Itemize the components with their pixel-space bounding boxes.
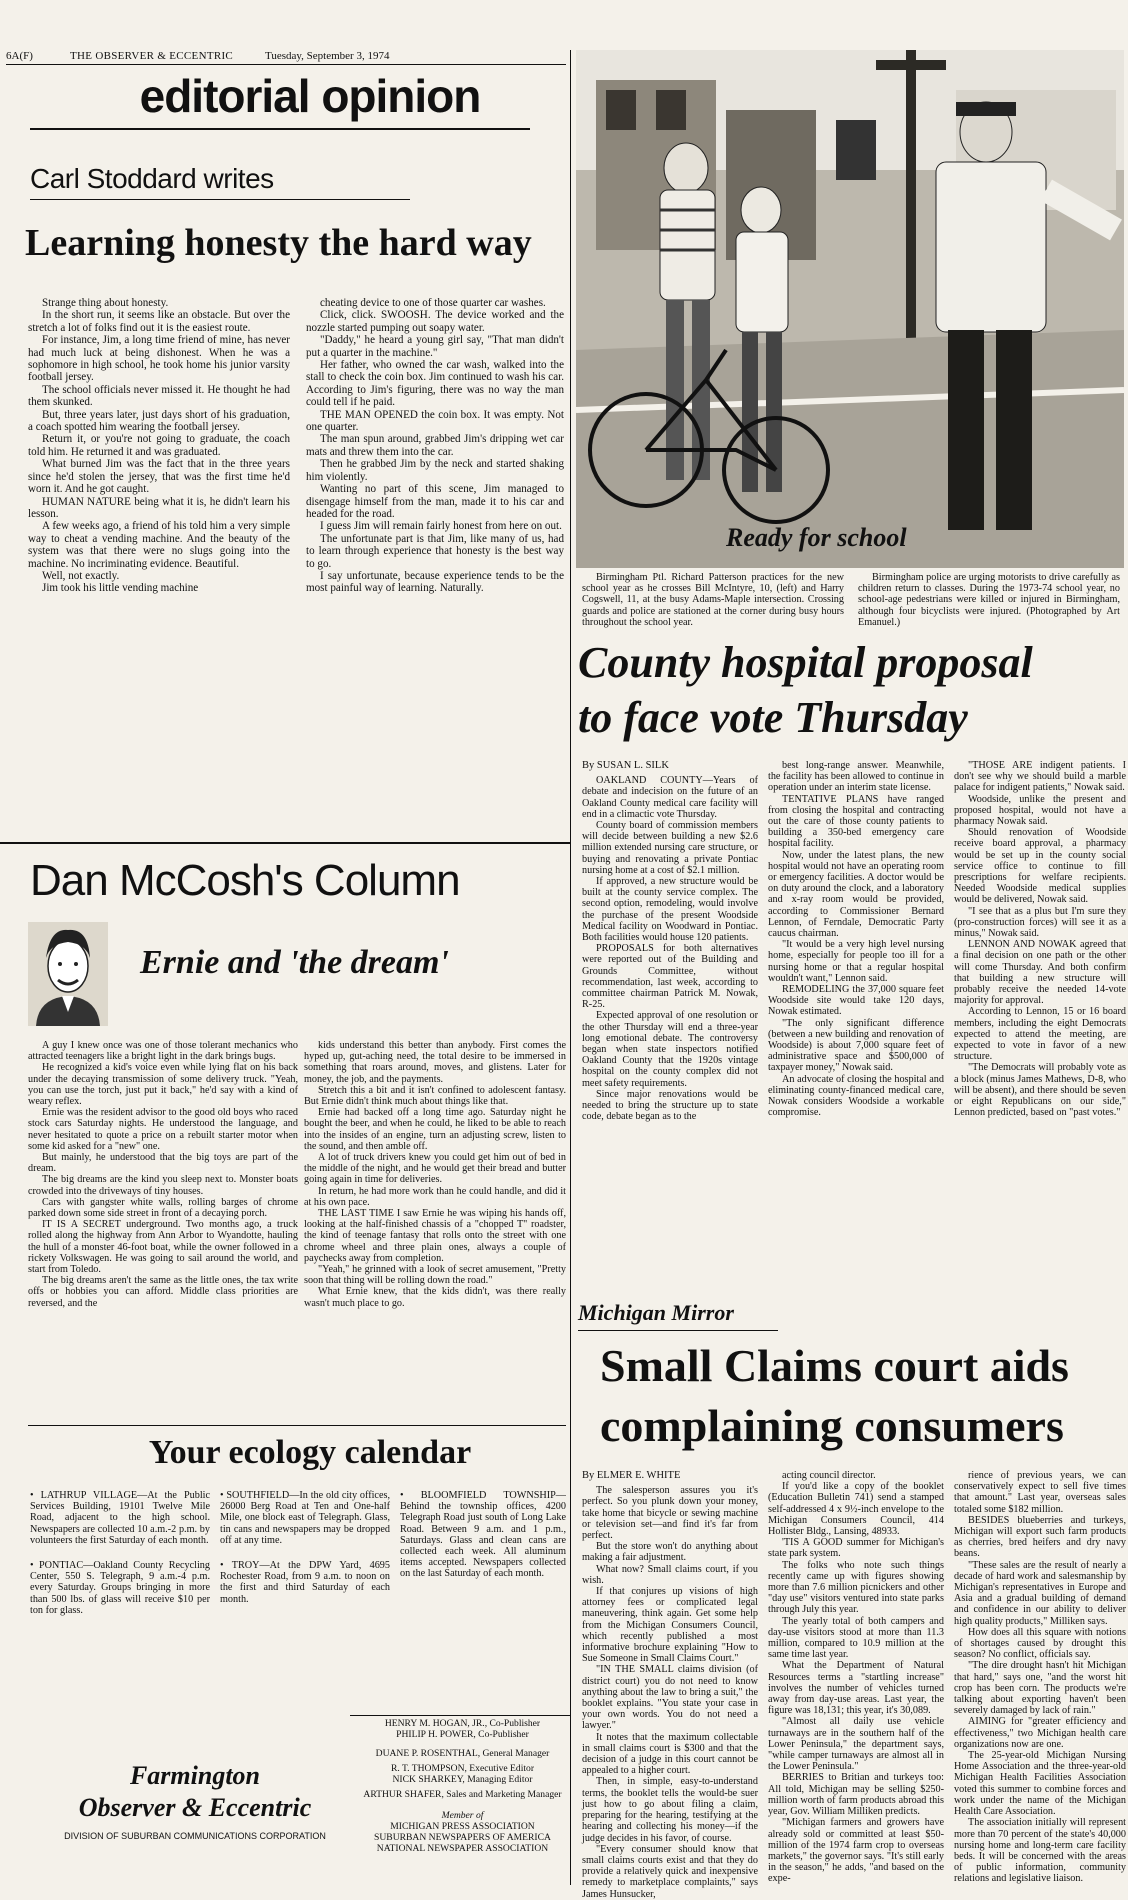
paragraph: "Every consumer should know that small claims courts exist and that they do provide a relatively quick and inexpensive remedy to marketplace complaints," says James Hunsucker, bbox=[582, 1843, 758, 1900]
paragraph: According to Lennon, 15 or 16 board members, including the eight Democrats expected to attend the meeting, are expected to vote in favor of a new structure. bbox=[954, 1006, 1126, 1063]
paragraph: "IN THE SMALL claims division (of district court) you do not need to know anything about the law to bring a suit," the booklet explains. "You state your case in your own words. You do not need a lawyer." bbox=[582, 1664, 758, 1732]
mirror-headline-2: complaining consumers bbox=[600, 1400, 1064, 1451]
stoddard-column-2 bbox=[306, 297, 564, 829]
paragraph: LENNON AND NOWAK agreed that a final decision on one path or the other will come Thursday. And both confirm that building a new structure will probably receive the needed 14-vote majority for approval. bbox=[954, 939, 1126, 1007]
issue-date: Tuesday, September 3, 1974 bbox=[265, 50, 390, 62]
paragraph: THE LAST TIME I saw Ernie he was wiping his hands off, looking at the half-finished chassis of a "chopped T" roadster, the kind of teenage fantasy that rolls onto the street with one chrome wheel and three plain ones, always a couple of paychecks away from completion. bbox=[304, 1208, 566, 1264]
section-rule bbox=[30, 128, 530, 130]
footer-rule bbox=[350, 1715, 570, 1716]
paragraph: The yearly total of both campers and day-use visitors stood at more than 11.3 million, compared to 10.9 million at the same time last year. bbox=[768, 1615, 944, 1661]
county-column-1 bbox=[582, 760, 758, 1290]
paragraph: "The dire drought hasn't hit Michigan that hard," says one, "and the worst hit crop has been corn. The products we're talking about exporting haven't been severely damaged by lack of rain." bbox=[954, 1660, 1126, 1717]
footer-logo bbox=[30, 1760, 360, 1850]
paragraph: Well, not exactly. bbox=[42, 569, 120, 582]
paragraph: Then he grabbed Jim by the neck and started shaking him violently. bbox=[306, 458, 564, 483]
mccosh-column-1 bbox=[28, 1040, 298, 1418]
caption-left-text: Birmingham Ptl. Richard Patterson practices for the new school year as he crosses Bill McIntyre, 10, (left) and Harry Cogswell, 11, at the busy Adams-Maple intersection. Crossing guards and police are stationed at the corner during busy hours throughout the school year. bbox=[582, 572, 844, 628]
school-crossing-photo bbox=[576, 50, 1124, 568]
paragraph: The salesperson assures you it's perfect. So you plunk down your money, take home that bicycle or sewing machine or television set—and find it's far from perfect. bbox=[582, 1485, 758, 1542]
footer-staff bbox=[355, 1718, 570, 1878]
paragraph: IT IS A SECRET underground. Two months ago, a truck rolled along the highway from Ann Arbor to Wyandotte, hauling the hull of a monster 46-foot boat, while the owner followed in a rickety Volkswagen. He was going to sail around the world, and start from Toledo. bbox=[28, 1219, 298, 1276]
member-3: NATIONAL NEWSPAPER ASSOCIATION bbox=[376, 1843, 549, 1854]
mirror-headline-1: Small Claims court aids bbox=[600, 1340, 1069, 1391]
paragraph: Return it, or you're not going to graduate, the coach told him. He returned it and was graduated. bbox=[28, 433, 290, 458]
paragraph: "It would be a very high level nursing home, especially for people too ill for a nursing home or that a regular hospital wouldn't want," Lennon said. bbox=[768, 939, 944, 984]
staff-3: DUANE P. ROSENTHAL, General Manager bbox=[375, 1748, 550, 1759]
staff-6: ARTHUR SHAFER, Sales and Marketing Manager bbox=[363, 1789, 562, 1800]
paragraph: In return, he had more work than he could handle, and did it at his own pace. bbox=[304, 1185, 566, 1208]
paragraph: acting council director. bbox=[782, 1470, 876, 1481]
mirror-column-1 bbox=[582, 1470, 758, 1900]
ecology-headline: Your ecology calendar bbox=[148, 1434, 472, 1471]
county-headline-2: to face vote Thursday bbox=[578, 693, 968, 742]
paragraph: • SOUTHFIELD—In the old city offices, 26000 Berg Road at Ten and One-half Mile, one block east of Telegraph. Glass, tin cans and newspapers may be dropped off at any time. bbox=[220, 1490, 390, 1546]
mirror-column-2 bbox=[768, 1470, 944, 1885]
author-portrait bbox=[28, 922, 108, 1026]
byline: By SUSAN L. SILK bbox=[582, 760, 669, 771]
stoddard-kicker: Carl Stoddard writes bbox=[30, 163, 274, 194]
paragraph: "The only significant difference (between a new building and renovation of Woodside) is about 7,000 square feet of administrative space and $500,000 of taxpayer money," Nowak said. bbox=[768, 1017, 944, 1074]
paragraph: BESIDES blueberries and turkeys, Michigan will export such farm products as cherries, bred heifers and dry navy beans. bbox=[954, 1514, 1126, 1560]
paragraph: "Yeah," he grinned with a look of secret amusement, "Pretty soon that thing will be rolling down the road." bbox=[304, 1264, 566, 1287]
paragraph: The folks who note such things recently came up with figures showing more than 7.6 million picnickers and other "day use" visitors ventured into state parks through July this year. bbox=[768, 1559, 944, 1616]
mccosh-bottom-rule bbox=[28, 1425, 566, 1426]
paragraph: 'TIS A GOOD summer for Michigan's state park system. bbox=[768, 1537, 944, 1560]
paragraph: HUMAN NATURE being what it is, he didn't learn his lesson. bbox=[28, 495, 290, 520]
caption-right-text: Birmingham police are urging motorists to drive carefully as children return to classes. During the 1973-74 school year, no school-age pedestrians were killed or injured in Birmingham, although four bicyclists were injured. (Photographed by Art Emanuel.) bbox=[858, 572, 1120, 628]
paragraph: "Daddy," he heard a young girl say, "That man didn't put a quarter in the machine." bbox=[306, 334, 564, 359]
photo-title: Ready for school bbox=[726, 523, 907, 552]
staff-5: NICK SHARKEY, Managing Editor bbox=[392, 1774, 533, 1785]
paragraph: The man spun around, grabbed Jim's dripping wet car mats and threw them into the car. bbox=[306, 433, 564, 458]
paragraph: The big dreams are the kind you sleep next to. Monster boats crowded into the driveways of tiny houses. bbox=[28, 1174, 298, 1197]
ecology-column-3 bbox=[400, 1490, 566, 1700]
paragraph: Wanting no part of this scene, Jim managed to disengage himself from the man, made it to his car and headed for the road. bbox=[306, 483, 564, 520]
crossing-scene-icon bbox=[576, 50, 1124, 568]
paragraph: If you'd like a copy of the booklet (Education Bulletin 741) send a stamped self-addressed 4 x 9½-inch envelope to the Michigan Consumers Council, 414 Hollister Bldg., Lansing, 48933. bbox=[768, 1481, 944, 1538]
paragraph: What Ernie knew, that the kids didn't, was there really wasn't much place to go. bbox=[304, 1286, 566, 1309]
stoddard-column-1 bbox=[28, 297, 290, 829]
paragraph: But mainly, he understood that the big toys are part of the dream. bbox=[28, 1152, 298, 1175]
folio-rule bbox=[6, 64, 566, 65]
mccosh-column-2 bbox=[304, 1040, 566, 1418]
member-2: SUBURBAN NEWSPAPERS OF AMERICA bbox=[374, 1832, 551, 1843]
paragraph: Ernie had backed off a long time ago. Saturday night he bought the beer, and when he could, he liked to be able to reach into the insides of an engine, turn an adjusting screw, listen to the sound, and then amble off. bbox=[304, 1107, 566, 1152]
paragraph: I guess Jim will remain fairly honest from here on out. bbox=[320, 520, 562, 533]
paragraph: What burned Jim was the fact that in the three years since he'd stolen the jersey, that was the first time he'd worn it. And he got caught. bbox=[28, 458, 290, 496]
staff-2: PHILIP H. POWER, Co-Publisher bbox=[396, 1729, 529, 1740]
paragraph: Since major renovations would be needed to bring the structure up to state code, debate began as to the bbox=[582, 1088, 758, 1123]
paragraph: What now? Small claims court, if you wish. bbox=[582, 1563, 758, 1586]
mccosh-kicker: Dan McCosh's Column bbox=[30, 856, 460, 905]
paragraph: Ernie was the resident advisor to the good old boys who raced stock cars Saturday nights. He understood the language, and never hesitated to quote a price on a rebuilt starter motor when some kid asked for a "new" one. bbox=[28, 1107, 298, 1152]
paragraph: Stretch this a bit and it isn't confined to adolescent fantasy. But Ernie didn't think much about things like that. bbox=[304, 1084, 566, 1108]
paragraph: A few weeks ago, a friend of his told him a very simple way to cheat a vending machine. And the beauty of the system was that there were no slugs going into the machine. No incriminating evidence. Beautiful. bbox=[28, 520, 290, 570]
mirror-kicker: Michigan Mirror bbox=[578, 1300, 734, 1325]
paragraph: If that conjures up visions of high attorney fees or complicated legal maneuvering, think again. Get some help from the Michigan Consumers Council, which recently published a most informative brochure explaining "How to Sue Someone in Small Claims Court." bbox=[582, 1586, 758, 1665]
paragraph: I say unfortunate, because experience tends to be the most painful way of learning. Naturally. bbox=[306, 569, 564, 595]
byline: By ELMER E. WHITE bbox=[582, 1470, 681, 1481]
paper-name: THE OBSERVER & ECCENTRIC bbox=[70, 50, 234, 62]
paragraph: • BLOOMFIELD TOWNSHIP—Behind the township offices, 4200 Telegraph Road just south of Long Lake Road. Between 9 a.m. and 1 p.m., Saturdays. Glass and clean cans are collected each week. All aluminum items accepted. Newspapers collected on the last Saturday of each month. bbox=[400, 1490, 566, 1580]
paragraph: The school officials never missed it. He thought he had them skunked. bbox=[28, 383, 290, 409]
stoddard-bottom-rule bbox=[0, 842, 570, 844]
mccosh-headline: Ernie and 'the dream' bbox=[140, 944, 449, 981]
paragraph: BERRIES to Britian and turkeys too: All told, Michigan may be selling $250-million worth of farm products abroad this year, Gov. William Milliken predicts. bbox=[768, 1772, 944, 1818]
paragraph: "Almost all daily use vehicle turnaways are in the southern half of the Lower Peninsula," the department says, "while camper turnaways are almost all in the Lower Peninsula." bbox=[768, 1716, 944, 1773]
paragraph: • TROY—At the DPW Yard, 4695 Rochester Road, from 9 a.m. to noon on the first and third Saturday of each month. bbox=[220, 1560, 390, 1605]
stoddard-headline: Learning honesty the hard way bbox=[25, 222, 532, 264]
paragraph: • LATHRUP VILLAGE—At the Public Services Building, 19101 Twelve Mile Road, adjacent to the high school. Newspapers are collected 10 a.m.-2 p.m. by volunteers the first Saturday of each month. bbox=[30, 1490, 210, 1546]
paragraph: Click, click. SWOOSH. The device worked and the nozzle started pumping out soapy water. bbox=[306, 309, 564, 334]
paragraph: • PONTIAC—Oakland County Recycling Center, 550 S. Telegraph, 9 a.m.-4 p.m. every Saturday. Groups bringing in more than 500 lbs. of glass will receive $10 per ton for glass. bbox=[30, 1560, 210, 1616]
division-line: DIVISION OF SUBURBAN COMMUNICATIONS CORPORATION bbox=[64, 1831, 326, 1841]
paragraph: Expected approval of one resolution or the other Thursday will end a three-year long emotional debate. The controversy began when state inspectors notified Oakland County that the 1920s vintage hospital on the county complex did not meet safety requirements. bbox=[582, 1010, 758, 1089]
page-folio bbox=[0, 50, 565, 64]
county-column-2 bbox=[768, 760, 944, 1290]
county-column-3 bbox=[954, 760, 1126, 1290]
paragraph: But, three years later, just days short of his graduation, a coach spotted him wearing the football jersey. bbox=[28, 408, 290, 434]
paragraph: A lot of truck drivers knew you could get him out of bed in the middle of the night, and he would get their bread and butter going again in time for deliveries. bbox=[304, 1152, 566, 1186]
paragraph: "These sales are the result of nearly a decade of hard work and salesmanship by Michigan's representatives in Europe and Asia and a gradual building of demand and confidence in our ability to deliver high quality products," Milliken says. bbox=[954, 1559, 1126, 1627]
county-headline-1: County hospital proposal bbox=[578, 638, 1033, 687]
paragraph: cheating device to one of those quarter car washes. bbox=[320, 297, 546, 309]
paragraph: He recognized a kid's voice even while lying flat on his back under the decaying transmission of some delivery truck. "Yeah, you can use the torch, just put it back," he'd say with a kind of weary reflex. bbox=[28, 1062, 298, 1108]
mirror-column-3 bbox=[954, 1470, 1126, 1885]
paragraph: kids understand this better than anybody. First comes the hyped up, gut-aching need, the total desire to be immersed in something that roars around, moves, and glistens. Later for money, the job, and the payments. bbox=[304, 1040, 566, 1085]
paragraph: But the store won't do anything about making a fair adjustment. bbox=[582, 1541, 758, 1564]
paragraph: "I see that as a plus but I'm sure they (pro-construction forces) will see it as a minus," Nowak said. bbox=[954, 905, 1126, 940]
mirror-kicker-rule bbox=[578, 1330, 778, 1331]
photo-caption-right bbox=[858, 572, 1120, 636]
paragraph: What the Department of Natural Resources terms a "startling increase" involves the number of vehicles turned away from day-use areas. Last year, the figure was 18,131; this year, it's 30,089. bbox=[768, 1660, 944, 1717]
staff-1: HENRY M. HOGAN, JR., Co-Publisher bbox=[384, 1718, 541, 1729]
paragraph: It notes that the maximum collectable in small claims court is $300 and that the decision of a judge in this court cannot be appealed to a higher court. bbox=[582, 1731, 758, 1777]
paragraph: Woodside, unlike the present and proposed hospital, would not have a pharmacy Nowak said. bbox=[954, 793, 1126, 828]
paragraph: best long-range answer. Meanwhile, the facility has been allowed to continue in operation under an interim state license. bbox=[768, 760, 944, 794]
paragraph: The association initially will represent more than 70 percent of the state's 40,000 nursing home and long-term care facility beds. It will be concerned with the areas of public information, community relations and legislative liaison. bbox=[954, 1817, 1126, 1885]
paragraph: "Michigan farmers and growers have already sold or committed at least $50-million of the 1974 farm crop to overseas markets," the governor says. "It's still early in the season," he adds, "and based on the expe- bbox=[768, 1817, 944, 1885]
member-1: MICHIGAN PRESS ASSOCIATION bbox=[390, 1821, 535, 1832]
paragraph: Then, in simple, easy-to-understand terms, the booklet tells the would-be suer just how to go about filing a claim, preparing for the hearing, testifying at the hearing and collecting his money—if the judge decides in his favor, of course. bbox=[582, 1776, 758, 1844]
member-label: Member of bbox=[441, 1810, 484, 1821]
paragraph: PROPOSALS for both alternatives were reported out of the Building and Grounds Committee, without recommendation, last week, according to committee chairman Patrick M. Nowak, R-25. bbox=[582, 943, 758, 1011]
paragraph: AIMING for "greater efficiency and effectiveness," two Michigan health care organizations now are one. bbox=[954, 1716, 1126, 1750]
paragraph: Should renovation of Woodside receive board approval, a pharmacy would be set up in the county social service office to continue to fill prescriptions for welfare recipients. Needed Woodside medical supplies would be delivered, Nowak said. bbox=[954, 827, 1126, 906]
paragraph: How does all this square with notions of shortages caused by drought this season? No conflict, officials say. bbox=[954, 1626, 1126, 1661]
paragraph: A guy I knew once was one of those tolerant mechanics who attracted teenagers like a bright light in the dark brings bugs. bbox=[28, 1040, 298, 1063]
ecology-column-1 bbox=[30, 1490, 210, 1700]
logo-line-2: Observer & Eccentric bbox=[78, 1793, 312, 1822]
paragraph: REMODELING the 37,000 square feet Woodside site would take 120 days, Nowak estimated. bbox=[768, 984, 944, 1018]
stoddard-kicker-rule bbox=[30, 199, 410, 200]
paragraph: OAKLAND COUNTY—Years of debate and indecision on the future of an Oakland County medical care facility will end in a climactic vote Thursday. bbox=[582, 775, 758, 820]
paragraph: "THOSE ARE indigent patients. I don't see why we should build a marble palace for indigent patients," Nowak said. bbox=[954, 760, 1126, 794]
paragraph: Now, under the latest plans, the new hospital would not have an operating room or emergency facilities. A doctor would be on duty around the clock, and a laboratory and x-ray room would be provided, according to Commissioner Bernard Lennon, of Ferndale, Democratic Party caucus chairman. bbox=[768, 849, 944, 940]
paragraph: Cars with gangster white walls, rolling barges of chrome parked down some side street in front of a decaying porch. bbox=[28, 1196, 298, 1220]
paragraph: If approved, a new structure would be built at the county service complex. The second option, remodeling, would involve the purchase of the present Woodside Medical facility on Woodward in Pontiac. Both facilities would house 120 patients. bbox=[582, 876, 758, 944]
paragraph: For instance, Jim, a long time friend of mine, has never had much luck at being dishonest. When he was a sophomore in high school, he took home his junior varsity football jersey. bbox=[28, 334, 290, 384]
paragraph: "The Democrats will probably vote as a block (minus James Mathews, D-8, who will be absent), and there should be seven or eight Republicans on our side," Lennon predicted, based on "past votes." bbox=[954, 1062, 1126, 1119]
paragraph: The 25-year-old Michigan Nursing Home Association and the three-year-old Michigan Health Facilities Association voted this summer to combine forces and work under the name of the Michigan Health Care Association. bbox=[954, 1750, 1126, 1818]
photo-caption-left bbox=[582, 572, 844, 636]
paragraph: County board of commission members will decide between building a new $2.6 million extended nursing care structure, or buying and renovating a private Pontiac nursing home at a cost of $2.1 million. bbox=[582, 820, 758, 876]
ecology-column-2 bbox=[220, 1490, 390, 1700]
paragraph: Strange thing about honesty. bbox=[42, 297, 169, 309]
paragraph: TENTATIVE PLANS have ranged from closing the hospital and contracting out the care of those county patients to building a 350-bed emergency care hospital facility. bbox=[768, 793, 944, 850]
paragraph: The unfortunate part is that Jim, like many of us, had to learn through experience that honesty is the best way to go. bbox=[306, 532, 564, 570]
page-number: 6A(F) bbox=[6, 50, 33, 62]
paragraph: rience of previous years, we can conservatively expect to sell five times that amount." Last year, overseas sales totaled some $182 million. bbox=[954, 1470, 1126, 1515]
paragraph: Her father, who owned the car wash, walked into the stall to check the coin box. Jim continued to wash his car. According to Jim's figuring, there was no way the man could tell if he paid. bbox=[306, 359, 564, 409]
paragraph: Jim took his little vending machine bbox=[42, 582, 199, 595]
section-title: editorial opinion bbox=[139, 70, 481, 122]
paragraph: An advocate of closing the hospital and eliminating county-financed medical care, Nowak considers Woodside a workable compromise. bbox=[768, 1073, 944, 1119]
staff-4: R. T. THOMPSON, Executive Editor bbox=[390, 1763, 535, 1774]
paragraph: In the short run, it seems like an obstacle. But over the stretch a lot of folks find out it is the easiest route. bbox=[28, 309, 290, 334]
page-divider bbox=[570, 50, 571, 1885]
paragraph: THE MAN OPENED the coin box. It was empty. Not one quarter. bbox=[306, 408, 564, 434]
portrait-sketch-icon bbox=[28, 922, 108, 1026]
paragraph: The big dreams aren't the same as the little ones, the tax write offs or hobbies you can afford. Middle class priorities are reversed, and the bbox=[28, 1275, 298, 1309]
logo-line-1: Farmington bbox=[129, 1761, 261, 1790]
